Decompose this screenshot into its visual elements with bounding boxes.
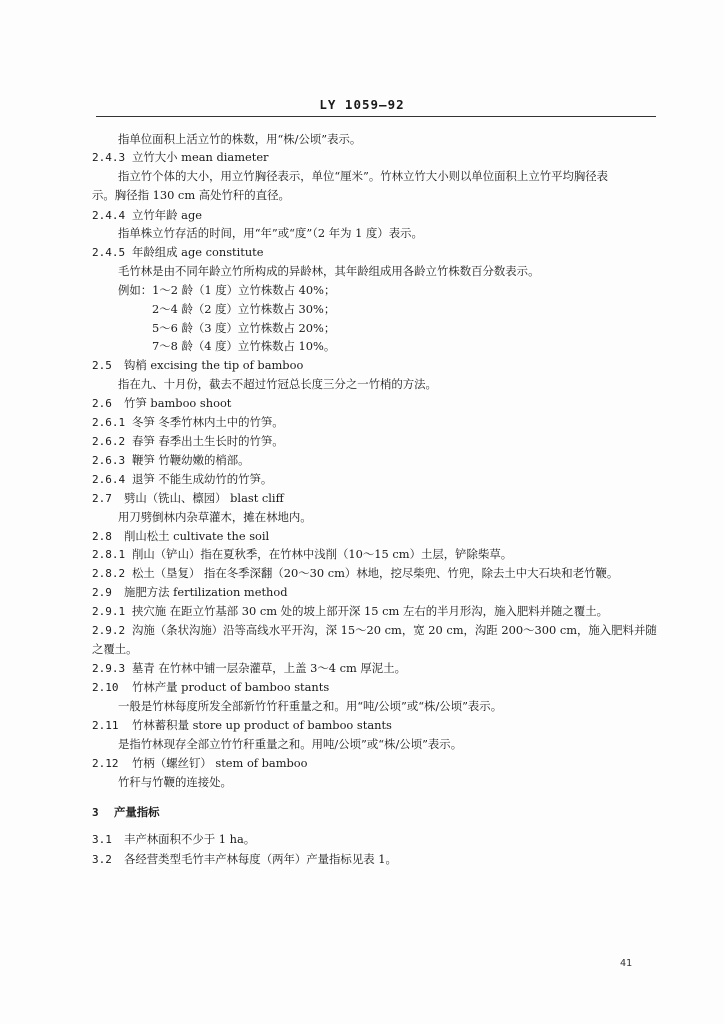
text-line: 示。胸径指 130 cm 高处竹秆的直径。 xyxy=(92,188,290,202)
clause-2-6-3: 2.6.3 鞭笋 竹鞭幼嫩的梢部。 xyxy=(92,453,250,467)
clause-2-8: 2.8 削山松土 cultivate the soil xyxy=(92,529,270,543)
clause-2-10: 2.10 竹林产量 product of bamboo stants xyxy=(92,680,330,694)
clause-2-11: 2.11 竹林蓄积量 store up product of bamboo stants xyxy=(92,718,392,732)
clause-2-4-3: 2.4.3 立竹大小 mean diameter xyxy=(92,150,269,164)
text-line: 例如：1～2 龄（1 度）立竹株数占 40%； xyxy=(118,283,336,297)
text-line: 毛竹林是由不同年龄立竹所构成的异龄林，其年龄组成用各龄立竹株数百分数表示。 xyxy=(118,264,540,278)
clause-2-8-1: 2.8.1 削山（铲山）指在夏秋季，在竹林中浅削（10～15 cm）土层，铲除柴草。 xyxy=(92,547,513,561)
text-line: 指立竹个体的大小，用立竹胸径表示，单位“厘米”。竹林立竹大小则以单位面积上立竹平均胸径表 xyxy=(118,169,609,183)
text-line: 之覆土。 xyxy=(92,642,138,656)
text-line: 是指竹林现存全部立竹竹秆重量之和。用吨/公顷”或“株/公顷”表示。 xyxy=(118,737,463,751)
clause-2-6-2: 2.6.2 春笋 春季出土生长时的竹笋。 xyxy=(92,434,284,448)
clause-2-5: 2.5 钩梢 excising the tip of bamboo xyxy=(92,358,304,372)
text-line: 指在九、十月份，截去不超过竹冠总长度三分之一竹梢的方法。 xyxy=(118,377,437,391)
clause-2-6-4: 2.6.4 退笋 不能生成幼竹的竹笋。 xyxy=(92,472,273,486)
clause-2-9-2: 2.9.2 沟施（条状沟施）沿等高线水平开沟，深 15～20 cm，宽 20 cm，沟距 200～300 cm，施入肥料并随 xyxy=(92,623,657,637)
clause-2-6: 2.6 竹笋 bamboo shoot xyxy=(92,396,232,410)
standard-code-header: LY 1059—92 xyxy=(319,97,405,112)
clause-2-9-3: 2.9.3 墓青 在竹林中铺一层杂灌草，上盖 3～4 cm 厚泥土。 xyxy=(92,661,406,675)
text-line: 一般是竹林每度所发全部新竹竹秆重量之和。用“吨/公顷”或“株/公顷”表示。 xyxy=(118,699,503,713)
clause-3-2: 3.2 各经营类型毛竹丰产林每度（两年）产量指标见表 1。 xyxy=(92,852,397,866)
clause-2-6-1: 2.6.1 冬笋 冬季竹林内土中的竹笋。 xyxy=(92,415,284,429)
section-3-heading: 3 产量指标 xyxy=(92,805,160,819)
text-line: 7～8 龄（4 度）立竹株数占 10%。 xyxy=(152,339,336,353)
clause-2-9-1: 2.9.1 挟穴施 在距立竹基部 30 cm 处的坡上部开深 15 cm 左右的半月形沟，施入肥料并随之覆土。 xyxy=(92,604,608,618)
clause-2-7: 2.7 劈山（铣山、檩园） blast cliff xyxy=(92,491,284,505)
text-line: 指单株立竹存活的时间，用“年”或“度”（2 年为 1 度）表示。 xyxy=(118,226,423,240)
page-number: 41 xyxy=(620,958,633,969)
clause-2-9: 2.9 施肥方法 fertilization method xyxy=(92,585,288,599)
text-line: 2～4 龄（2 度）立竹株数占 30%； xyxy=(152,302,336,316)
text-line: 指单位面积上活立竹的株数，用“株/公顷”表示。 xyxy=(118,132,362,146)
header-divider xyxy=(96,116,656,117)
clause-3-1: 3.1 丰产林面积不少于 1 ha。 xyxy=(92,832,256,846)
clause-2-4-4: 2.4.4 立竹年龄 age xyxy=(92,208,203,222)
clause-2-8-2: 2.8.2 松土（垦复） 指在冬季深翻（20～30 cm）林地，挖尽柴兜、竹兜，除去土中大石块和老竹鞭。 xyxy=(92,566,619,580)
clause-2-4-5: 2.4.5 年龄组成 age constitute xyxy=(92,245,264,259)
text-line: 用刀劈倒林内杂草灌木，摊在林地内。 xyxy=(118,510,312,524)
clause-2-12: 2.12 竹柄（螺丝钉） stem of bamboo xyxy=(92,756,308,770)
text-line: 竹秆与竹鞭的连接处。 xyxy=(118,775,232,789)
text-line: 5～6 龄（3 度）立竹株数占 20%； xyxy=(152,321,336,335)
